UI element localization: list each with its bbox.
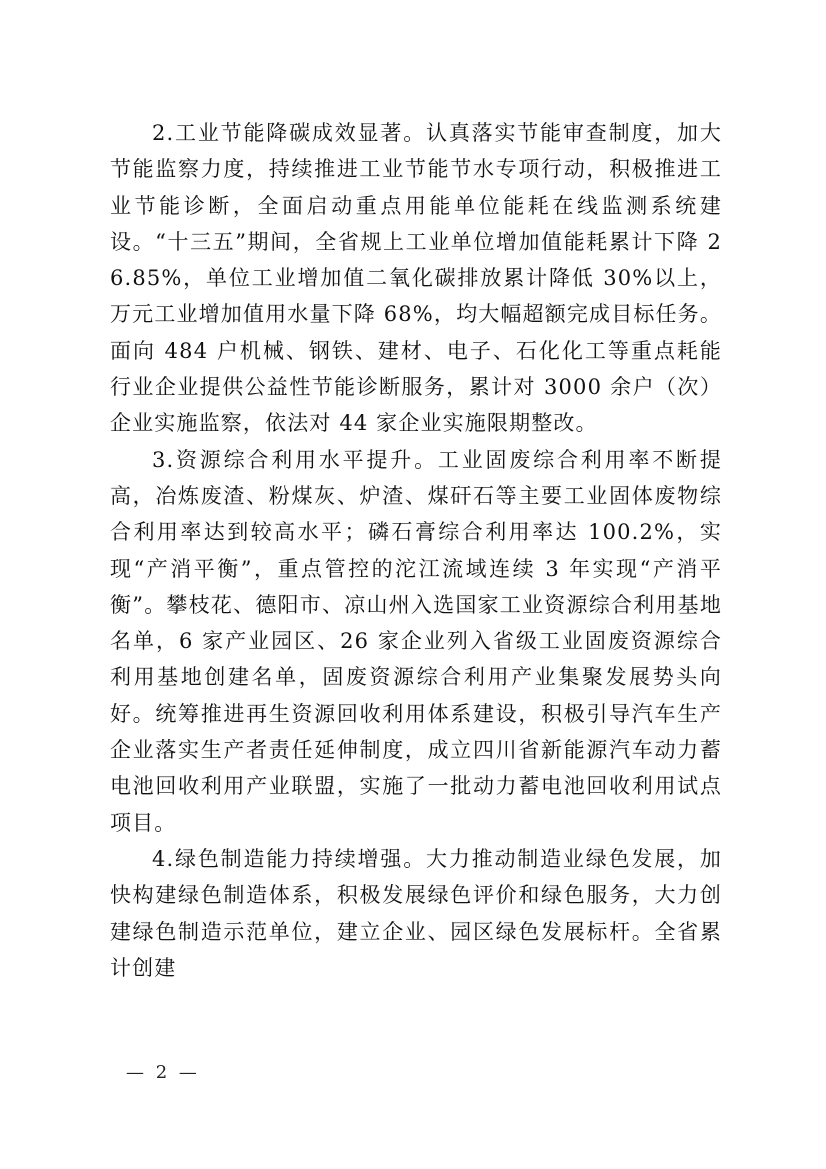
paragraph-resource-utilization: 3.资源综合利用水平提升。工业固废综合利用率不断提高，冶炼废渣、粉煤灰、炉渣、煤矸石等主要工业固体废物综合利用率达到较高水平；磷石膏综合利用率达 100.2%，实现“产消平衡”，重点管控的沱江流域连续 3 年实现“产消平衡”。攀枝花、德阳市、凉山州入选国家工业资源综合利用基地名单，6 家产业园区、26 家企业列入省级工业固废资源综合利用基地创建名单，固废资源综合利用产业集聚发展势头向好。统筹推进再生资源回收利用体系建设，积极引导汽车生产企业落实生产者责任延伸制度，成立四川省新能源汽车动力蓄电池回收利用产业联盟，实施了一批动力蓄电池回收利用试点项目。: [110, 447, 722, 835]
document-body: [110, 115, 722, 986]
paragraph-industrial-energy-saving: 2.工业节能降碳成效显著。认真落实节能审查制度，加大节能监察力度，持续推进工业节能节水专项行动，积极推进工业节能诊断，全面启动重点用能单位能耗在线监测系统建设。“十三五”期间，全省规上工业单位增加值能耗累计下降 26.85%，单位工业增加值二氧化碳排放累计降低 30%以上，万元工业增加值用水量下降 68%，均大幅超额完成目标任务。面向 484 户机械、钢铁、建材、电子、石化化工等重点耗能行业企业提供公益性节能诊断服务，累计对 3000 余户（次）企业实施监察，依法对 44 家企业实施限期整改。: [110, 121, 722, 436]
paragraph-green-manufacturing: 4.绿色制造能力持续增强。大力推动制造业绿色发展，加快构建绿色制造体系，积极发展绿色评价和绿色服务，大力创建绿色制造示范单位，建立企业、园区绿色发展标杆。全省累计创建: [110, 846, 722, 980]
page-number: — 2 —: [126, 1062, 200, 1083]
